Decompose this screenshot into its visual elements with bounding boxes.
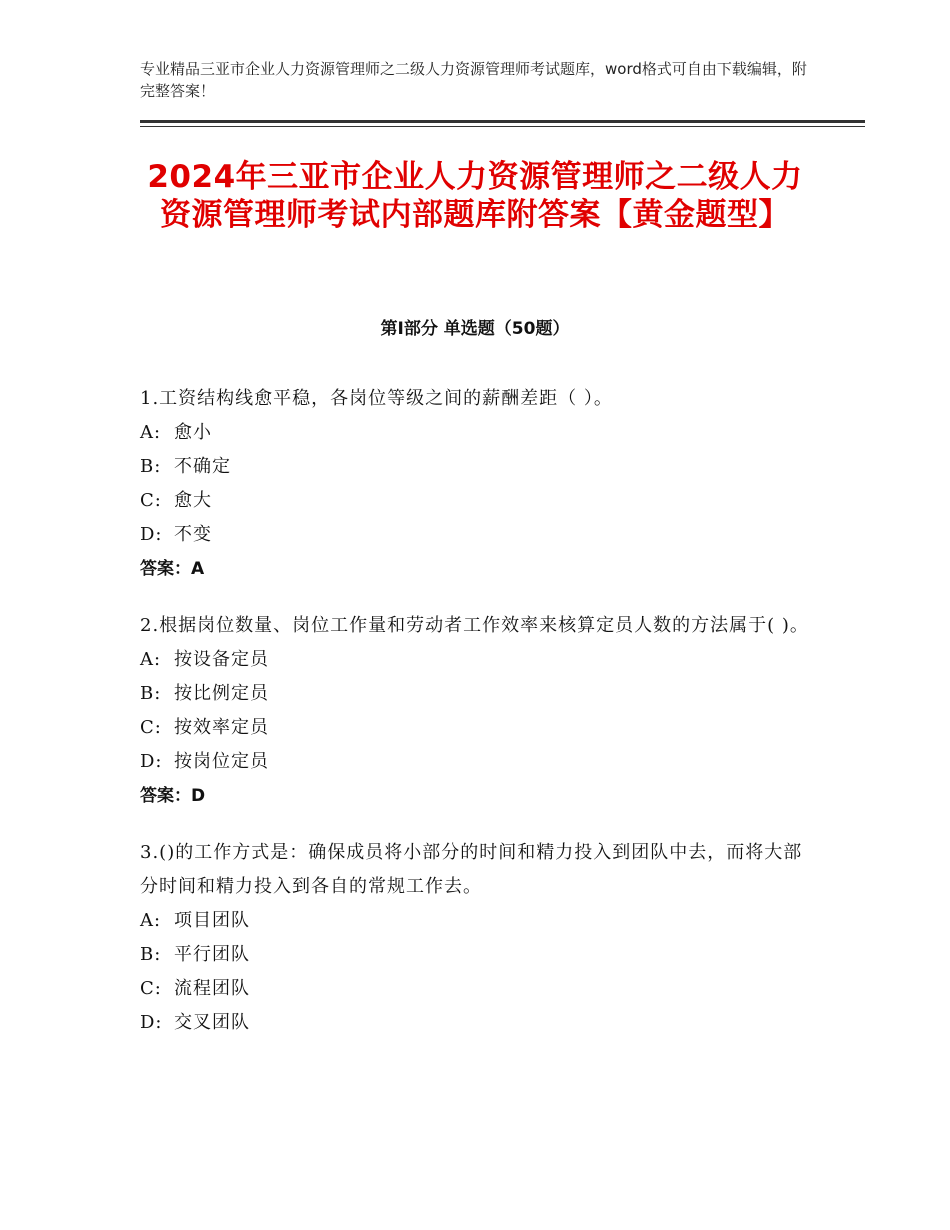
question-stem: 2.根据岗位数量、岗位工作量和劳动者工作效率来核算定员人数的方法属于( )。 [140, 615, 809, 636]
question-answer: 答案：A [140, 559, 205, 579]
question-item [140, 836, 810, 1040]
header-rule-thin [140, 126, 865, 127]
option-key: A: [140, 910, 162, 931]
question-stem: 1.工资结构线愈平稳，各岗位等级之间的薪酬差距（ ）。 [140, 388, 613, 409]
option-key: C: [140, 490, 162, 511]
question-option [140, 484, 810, 518]
option-key: C: [140, 717, 162, 738]
question-option [140, 711, 810, 745]
option-text: 平行团队 [174, 944, 250, 965]
question-item [140, 382, 810, 586]
question-answer: 答案：D [140, 786, 206, 806]
question-option [140, 643, 810, 677]
option-text: 流程团队 [174, 978, 250, 999]
section-title: 第Ⅰ部分 单选题（50题） [380, 319, 570, 339]
question-stem: 3.()的工作方式是：确保成员将小部分的时间和精力投入到团队中去，而将大部分时间和精力投入到各自的常规工作去。 [140, 842, 803, 897]
question-option [140, 677, 810, 711]
question-option [140, 904, 810, 938]
option-key: B: [140, 456, 162, 477]
question-option [140, 416, 810, 450]
option-key: A: [140, 649, 162, 670]
question-item [140, 609, 810, 813]
option-text: 按岗位定员 [174, 751, 269, 772]
question-option [140, 450, 810, 484]
header-rule-thick [140, 120, 865, 123]
header-note: 专业精品三亚市企业人力资源管理师之二级人力资源管理师考试题库，word格式可自由下载编辑，附完整答案！ [140, 60, 807, 100]
option-text: 按效率定员 [174, 717, 269, 738]
option-key: A: [140, 422, 162, 443]
option-key: B: [140, 944, 162, 965]
question-option [140, 518, 810, 552]
option-text: 交叉团队 [174, 1012, 250, 1033]
option-text: 不变 [174, 524, 212, 545]
option-text: 愈小 [174, 422, 212, 443]
option-key: D: [140, 1012, 163, 1033]
option-key: C: [140, 978, 162, 999]
question-option [140, 938, 810, 972]
question-option [140, 1006, 810, 1040]
option-key: D: [140, 751, 163, 772]
option-text: 按设备定员 [174, 649, 269, 670]
question-option [140, 745, 810, 779]
option-text: 不确定 [174, 456, 231, 477]
option-key: B: [140, 683, 162, 704]
option-key: D: [140, 524, 163, 545]
question-option [140, 972, 810, 1006]
option-text: 项目团队 [174, 910, 250, 931]
question-list [140, 382, 810, 1063]
option-text: 按比例定员 [174, 683, 269, 704]
document-title: 2024年三亚市企业人力资源管理师之二级人力资源管理师考试内部题库附答案【黄金题型】 [147, 159, 803, 233]
option-text: 愈大 [174, 490, 212, 511]
